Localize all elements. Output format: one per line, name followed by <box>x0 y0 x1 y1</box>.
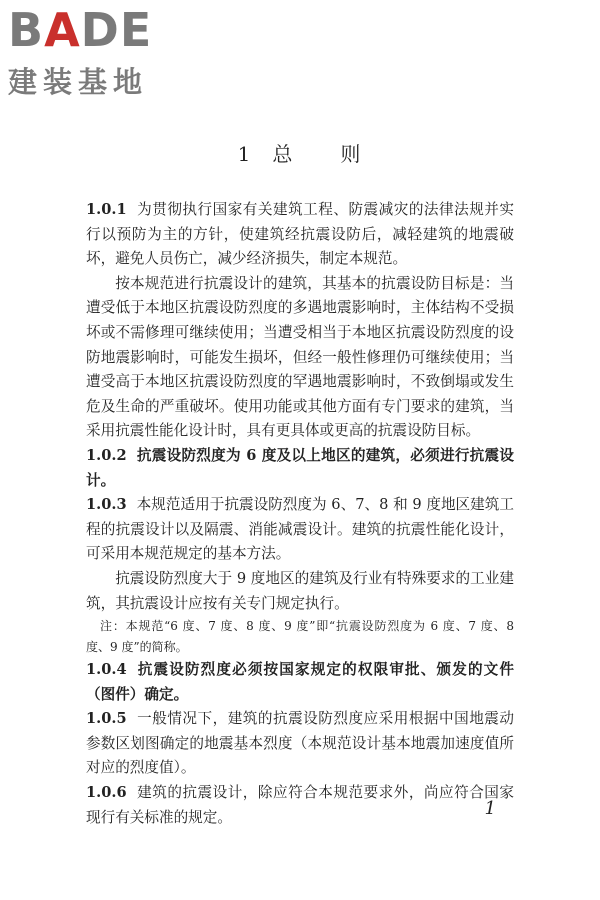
logo-letters-de: DE <box>80 3 153 57</box>
clause-text: 为贯彻执行国家有关建筑工程、防震减灾的法律法规并实行以预防为主的方针，使建筑经抗震设防后，减轻建筑的地震破坏，避免人员伤亡，减少经济损失，制定本规范。 <box>86 201 514 268</box>
clause-1-0-5 <box>86 707 514 781</box>
bade-logo <box>8 3 178 101</box>
document-body <box>86 198 514 830</box>
clause-number: 1.0.2 <box>86 446 127 464</box>
chapter-title-part2: 则 <box>340 142 363 166</box>
clause-1-0-3-note <box>86 616 514 658</box>
clause-number: 1.0.6 <box>86 784 127 802</box>
clause-text: 建筑的抗震设计，除应符合本规范要求外，尚应符合国家现行有关标准的规定。 <box>86 784 514 826</box>
clause-text: 抗震设防烈度为 6 度及以上地区的建筑，必须进行抗震设计。 <box>86 446 514 489</box>
clause-1-0-1-paragraph: 按本规范进行抗震设计的建筑，其基本的抗震设防目标是：当遭受低于本地区抗震设防烈度的多遇地震影响时，主体结构不受损坏或不需修理可继续使用；当遭受相当于本地区抗震设防烈度的设防地震影响时，可能发生损坏，但经一般性修理仍可继续使用；当遭受高于本地区抗震设防烈度的罕遇地震影响时，不致倒塌或发生危及生命的严重破坏。使用功能或其他方面有专门要求的建筑，当采用抗震性能化设计时，具有更具体或更高的抗震设防目标。 <box>86 274 514 440</box>
logo-letters-b: B <box>8 3 45 57</box>
logo-wordmark <box>8 3 178 58</box>
clause-1-0-3-paragraph: 抗震设防烈度大于 9 度地区的建筑及行业有特殊要求的工业建筑，其抗震设计应按有关专门规定执行。 <box>86 569 514 612</box>
clause-number: 1.0.1 <box>86 201 127 218</box>
clause-number: 1.0.4 <box>86 661 127 679</box>
note-text: 注：本规范“6 度、7 度、8 度、9 度”即“抗震设防烈度为 6 度、7 度、8 度、9 度”的简称。 <box>86 619 514 655</box>
chapter-title <box>0 138 600 167</box>
clause-1-0-4 <box>86 658 514 707</box>
chapter-number: 1 <box>237 142 253 166</box>
logo-letter-a-mark: A <box>44 3 81 57</box>
clause-1-0-2 <box>86 444 514 493</box>
clause-1-0-3 <box>86 493 514 567</box>
clause-1-0-6 <box>86 781 514 830</box>
clause-text: 一般情况下，建筑的抗震设防烈度应采用根据中国地震动参数区划图确定的地震基本烈度（本规范设计基本地震加速度值所对应的烈度值）。 <box>86 710 514 777</box>
clause-text: 本规范适用于抗震设防烈度为 6、7、8 和 9 度地区建筑工程的抗震设计以及隔震、消能减震设计。建筑的抗震性能化设计，可采用本规范规定的基本方法。 <box>86 496 514 563</box>
clause-number: 1.0.5 <box>86 710 127 728</box>
clause-text: 抗震设防烈度必须按国家规定的权限审批、颁发的文件（图件）确定。 <box>86 661 514 703</box>
page-number: 1 <box>484 798 496 819</box>
chapter-title-part1: 总 <box>272 142 295 166</box>
clause-1-0-1 <box>86 198 514 272</box>
clause-number: 1.0.3 <box>86 496 127 514</box>
logo-subtitle: 建装基地 <box>8 65 149 99</box>
